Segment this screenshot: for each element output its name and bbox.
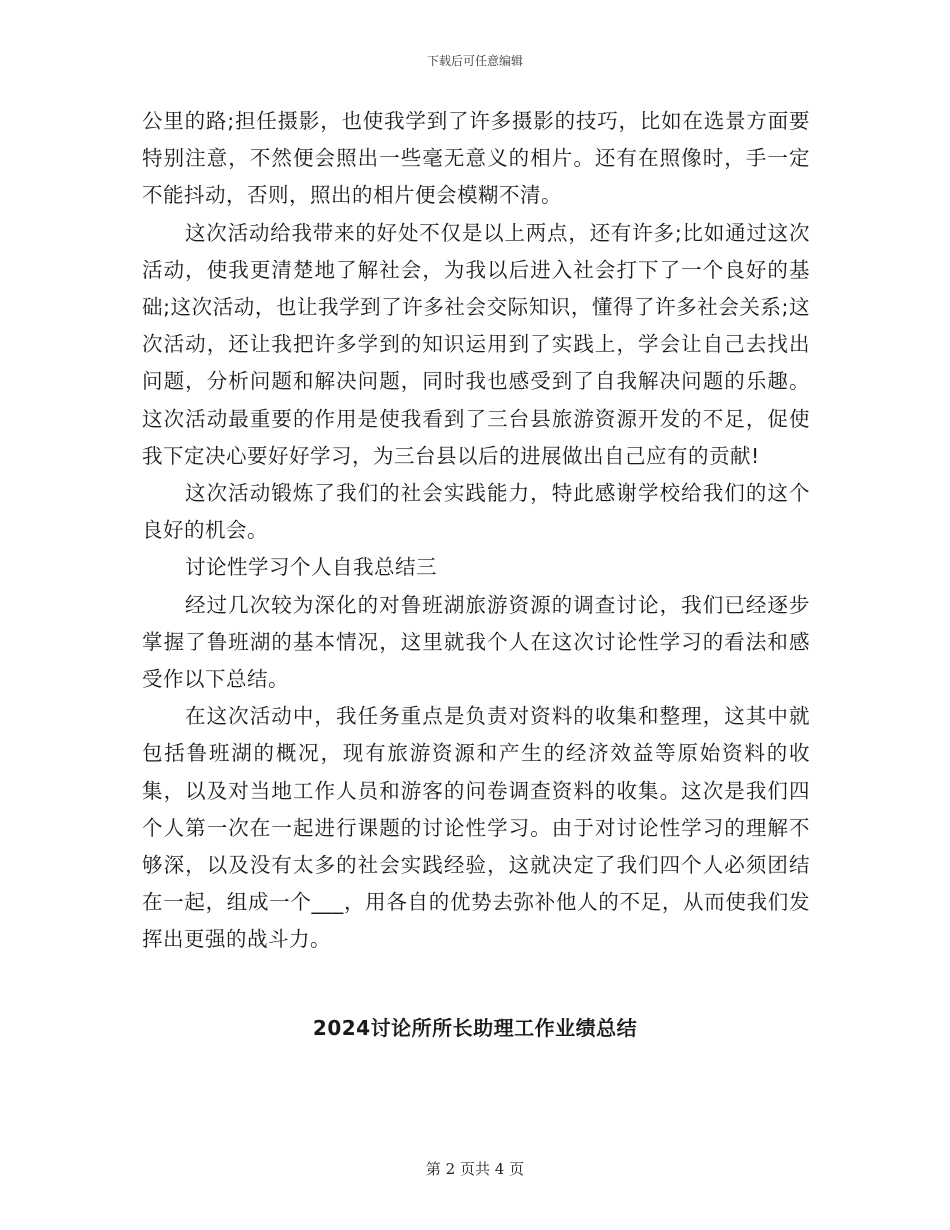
page-number: 第 2 页共 4 页 (425, 1160, 525, 1178)
section-subtitle: 讨论性学习个人自我总结三 (185, 555, 437, 580)
paragraph-benefits: 这次活动给我带来的好处不仅是以上两点，还有许多;比如通过这次活动，使我更清楚地了解社会，为我以后进入社会打下了一个良好的基础;这次活动，也让我学到了许多社会交际知识，懂得了许多社会关系;这次活动，还让我把许多学到的知识运用到了实践上，学会让自己去找出问题，分析问题和解决问题，同时我也感受到了自我解决问题的乐趣。这次活动最重要的作用是使我看到了三台县旅游资源开发的不足，促使我下定决心要好好学习，为三台县以后的进展做出自己应有的贡献! (142, 220, 810, 468)
paragraph-intro: 经过几次较为深化的对鲁班湖旅游资源的调查讨论，我们已经逐步掌握了鲁班湖的基本情况，这里就我个人在这次讨论性学习的看法和感受作以下总结。 (142, 592, 810, 692)
paragraph-task: 在这次活动中，我任务重点是负责对资料的收集和整理，这其中就包括鲁班湖的概况，现有旅游资源和产生的经济效益等原始资料的收集，以及对当地工作人员和游客的问卷调查资料的收集。这次是我们四个人第一次在一起进行课题的讨论性学习。由于对讨论性学习的理解不够深，以及没有太多的社会实践经验，这就决定了我们四个人必须团结在一起，组成一个___，用各自的优势去弥补他人的不足，从而使我们发挥出更强的战斗力。 (142, 704, 810, 952)
paragraph-continuation: 公里的路;担任摄影，也使我学到了许多摄影的技巧，比如在选景方面要特别注意，不然便会照出一些毫无意义的相片。还有在照像时，手一定不能抖动，否则，照出的相片便会模糊不清。 (142, 109, 810, 208)
document-body (142, 103, 810, 959)
paragraph-thanks: 这次活动锻炼了我们的社会实践能力，特此感谢学校给我们的这个良好的机会。 (142, 481, 810, 543)
document-heading: 2024讨论所所长助理工作业绩总结 (312, 1016, 638, 1040)
header-note: 下载后可任意编辑 (426, 54, 523, 68)
